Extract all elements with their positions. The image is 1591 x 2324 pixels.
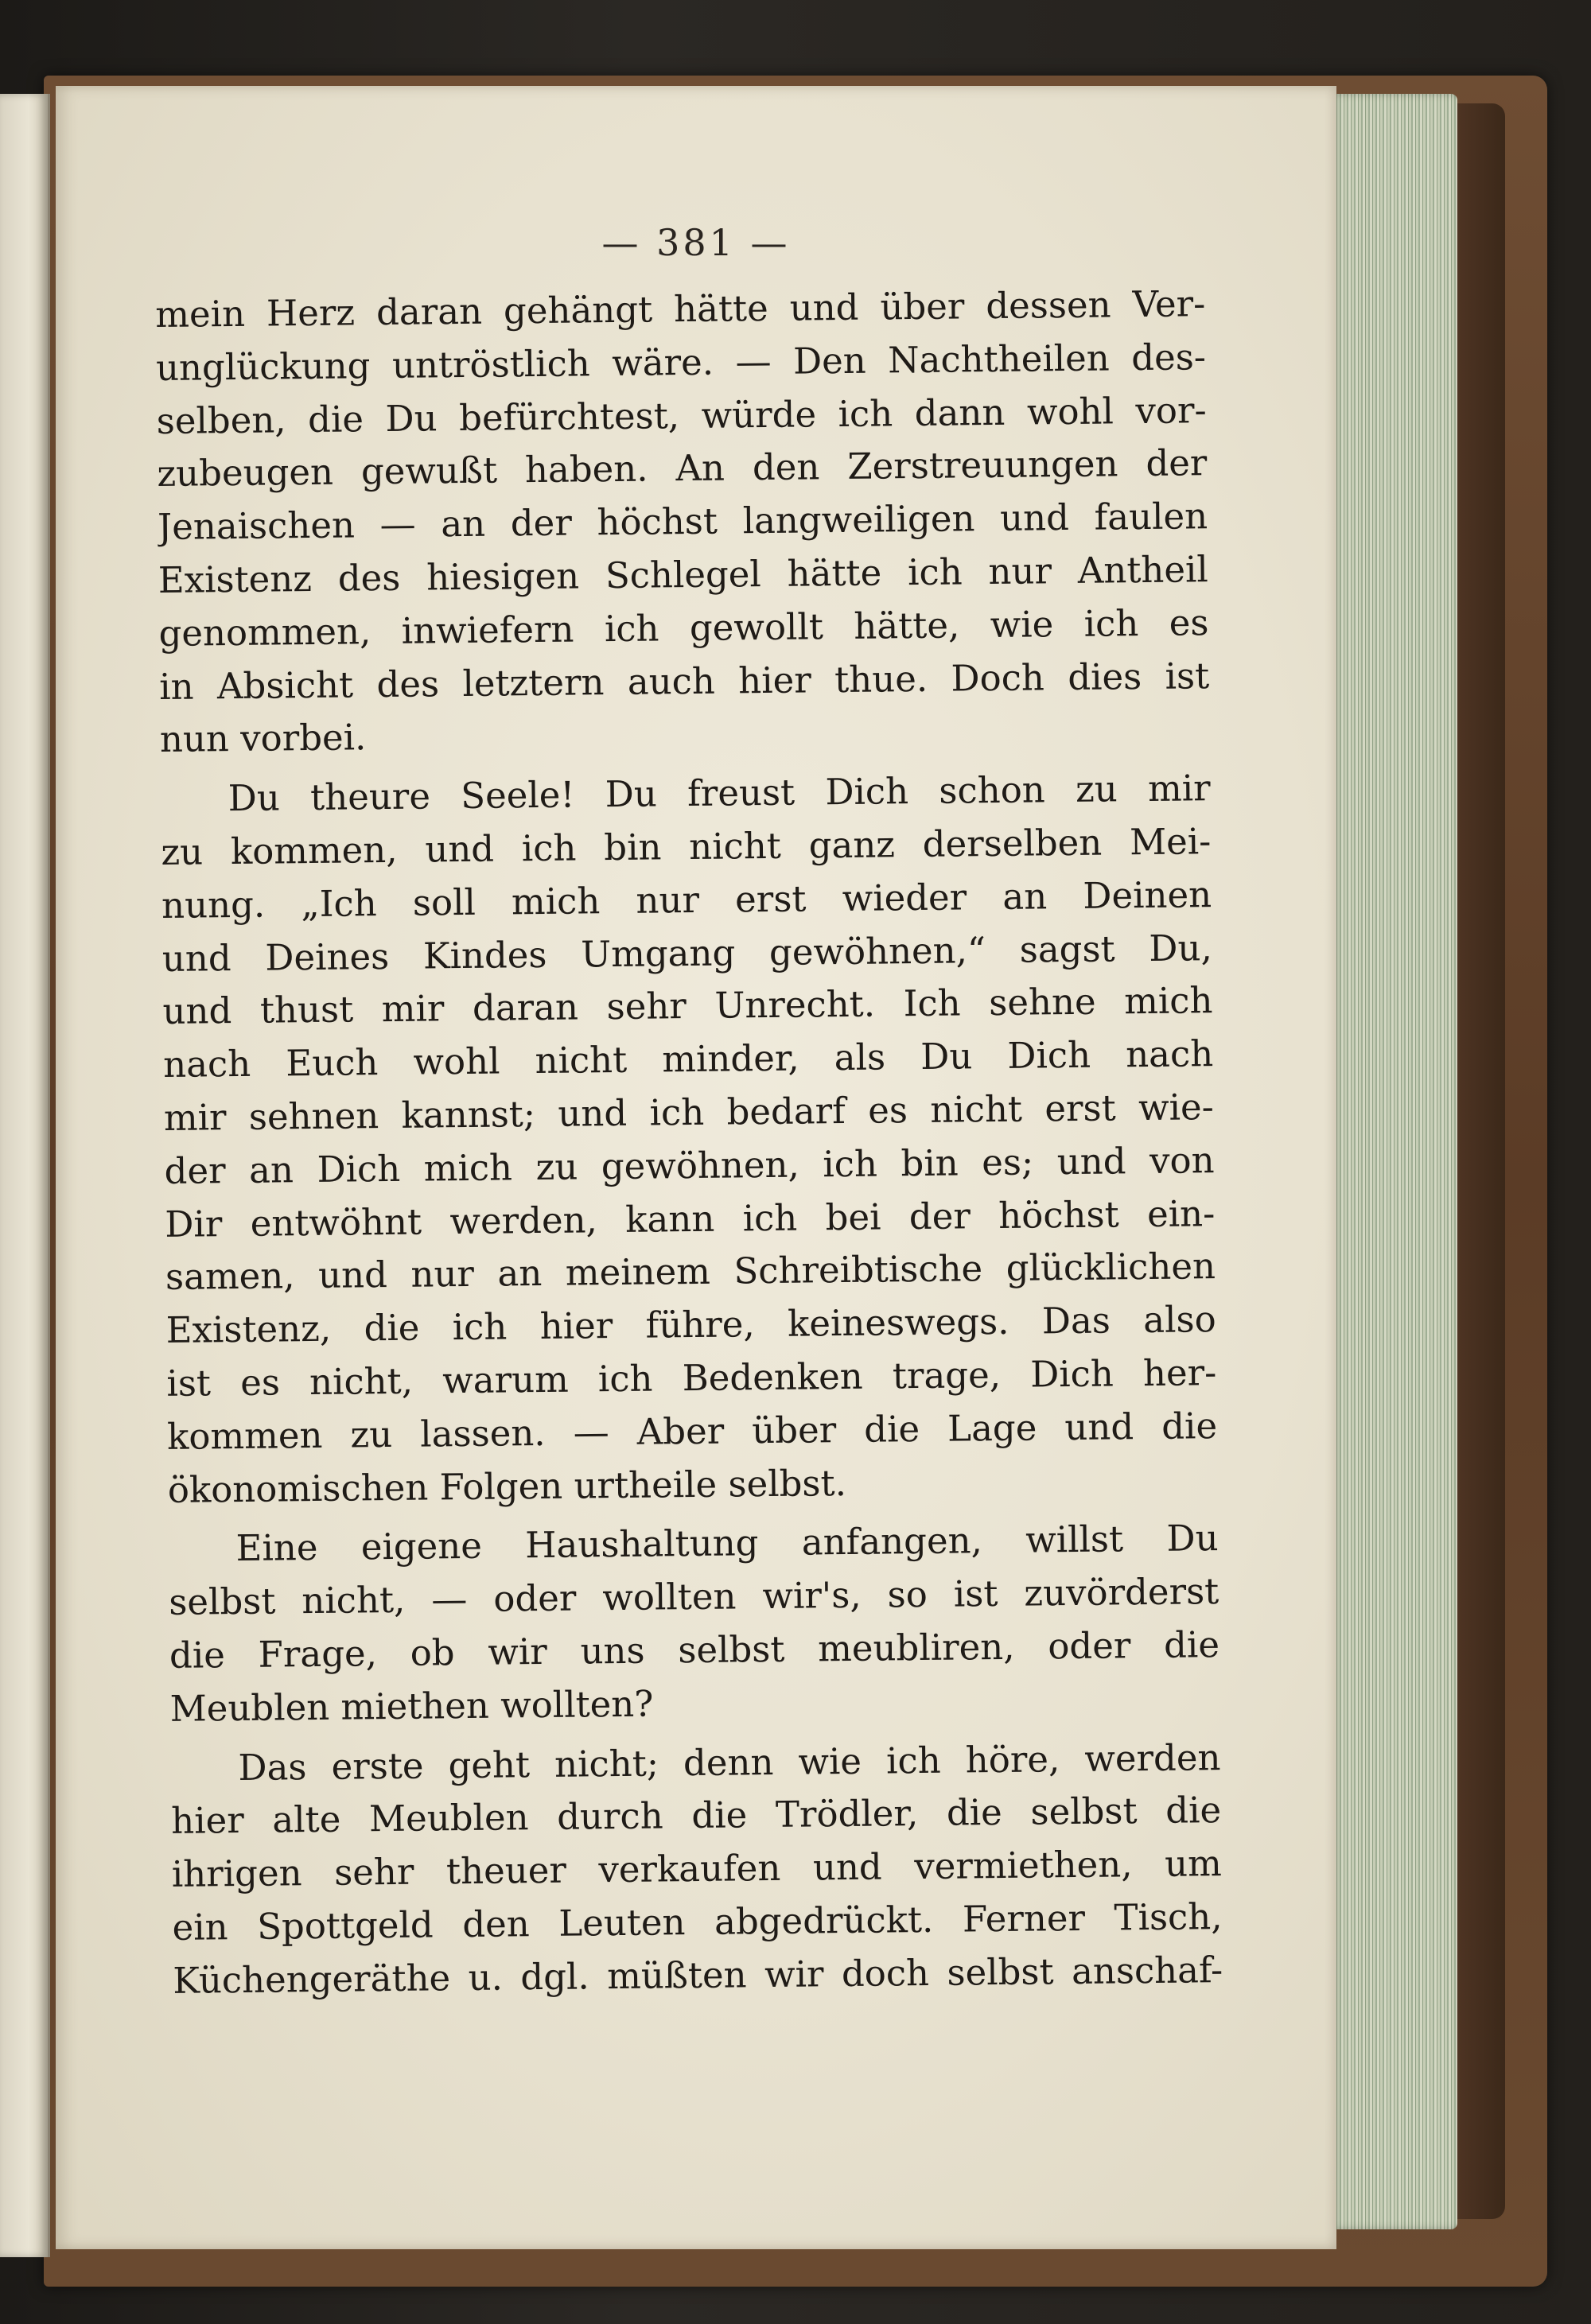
text-line: in Absicht des letztern auch hier thue. Doch dies ist xyxy=(158,654,1210,708)
text-line: Jenaischen — an der höchst langweiligen und faulen xyxy=(157,495,1208,549)
text-line: nun vorbei. xyxy=(159,716,367,761)
text-line: der an Dich mich zu gewöhnen, ich bin es; und von xyxy=(164,1138,1215,1192)
text-line: selbst nicht, — oder wollten wir's, so ist zuvörderst xyxy=(169,1570,1220,1624)
text-line: zu kommen, und ich bin nicht ganz derselben Mei- xyxy=(161,820,1212,873)
paragraph xyxy=(170,1731,1223,2008)
text-line: und thust mir daran sehr Unrecht. Ich sehne mich xyxy=(162,979,1213,1033)
text-line: und Deines Kindes Umgang gewöhnen,“ sagst Du, xyxy=(161,926,1213,980)
text-line: die Frage, ob wir uns selbst meubliren, oder die xyxy=(169,1623,1220,1677)
text-line: nach Euch wohl nicht minder, als Du Dich nach xyxy=(162,1032,1214,1086)
text-line: nung. „Ich soll mich nur erst wieder an Deinen xyxy=(161,872,1212,927)
paragraph xyxy=(168,1512,1220,1735)
text-line: unglückung untröstlich wäre. — Den Nachtheilen des- xyxy=(155,335,1207,389)
text-line: ist es nicht, warum ich Bedenken trage, Dich her- xyxy=(166,1351,1217,1405)
text-line: Küchengeräthe u. dgl. müßten wir doch selbst anschaf- xyxy=(172,1948,1223,2002)
text-line: zubeugen gewußt haben. An den Zerstreuungen der xyxy=(157,441,1208,496)
paragraph xyxy=(160,762,1218,1517)
text-line: Existenz des hiesigen Schlegel hätte ich nur Antheil xyxy=(158,548,1209,601)
text-line: mir sehnen kannst; und ich bedarf es nicht erst wie- xyxy=(163,1086,1215,1139)
page-number: — 381 — xyxy=(601,221,791,264)
cover-edge xyxy=(1457,103,1505,2219)
text-line: ökonomischen Folgen urtheile selbst. xyxy=(167,1461,847,1511)
text-line: Meublen miethen wollten? xyxy=(169,1682,654,1730)
text-line: Du theure Seele! Du freust Dich schon zu mir xyxy=(228,767,1211,820)
text-line: selben, die Du befürchtest, würde ich dann wohl vor- xyxy=(156,388,1207,442)
text-line: ein Spottgeld den Leuten abgedrückt. Ferner Tisch, xyxy=(172,1895,1223,1949)
page-edges xyxy=(1330,94,1457,2229)
text-line: samen, und nur an meinem Schreibtische glücklichen xyxy=(165,1245,1216,1299)
paragraph xyxy=(155,278,1210,767)
book-page xyxy=(56,86,1336,2249)
text-line: ihrigen sehr theuer verkaufen und vermiethen, um xyxy=(171,1842,1223,1895)
text-line: Existenz, die ich hier führe, keineswegs. Das also xyxy=(165,1298,1216,1352)
text-line: Das erste geht nicht; denn wie ich höre, werden xyxy=(238,1735,1221,1789)
page-text xyxy=(155,278,1223,2007)
text-line: genommen, inwiefern ich gewollt hätte, wie ich es xyxy=(158,600,1209,655)
text-line: mein Herz daran gehängt hätte und über dessen Ver- xyxy=(155,282,1206,336)
text-line: Eine eigene Haushaltung anfangen, willst Du xyxy=(235,1517,1219,1570)
text-line: hier alte Meublen durch die Trödler, die selbst die xyxy=(170,1789,1222,1843)
previous-page-edge xyxy=(0,94,50,2257)
text-line: Dir entwöhnt werden, kann ich bei der höchst ein- xyxy=(165,1191,1216,1246)
text-line: kommen zu lassen. — Aber über die Lage und die xyxy=(166,1404,1218,1458)
